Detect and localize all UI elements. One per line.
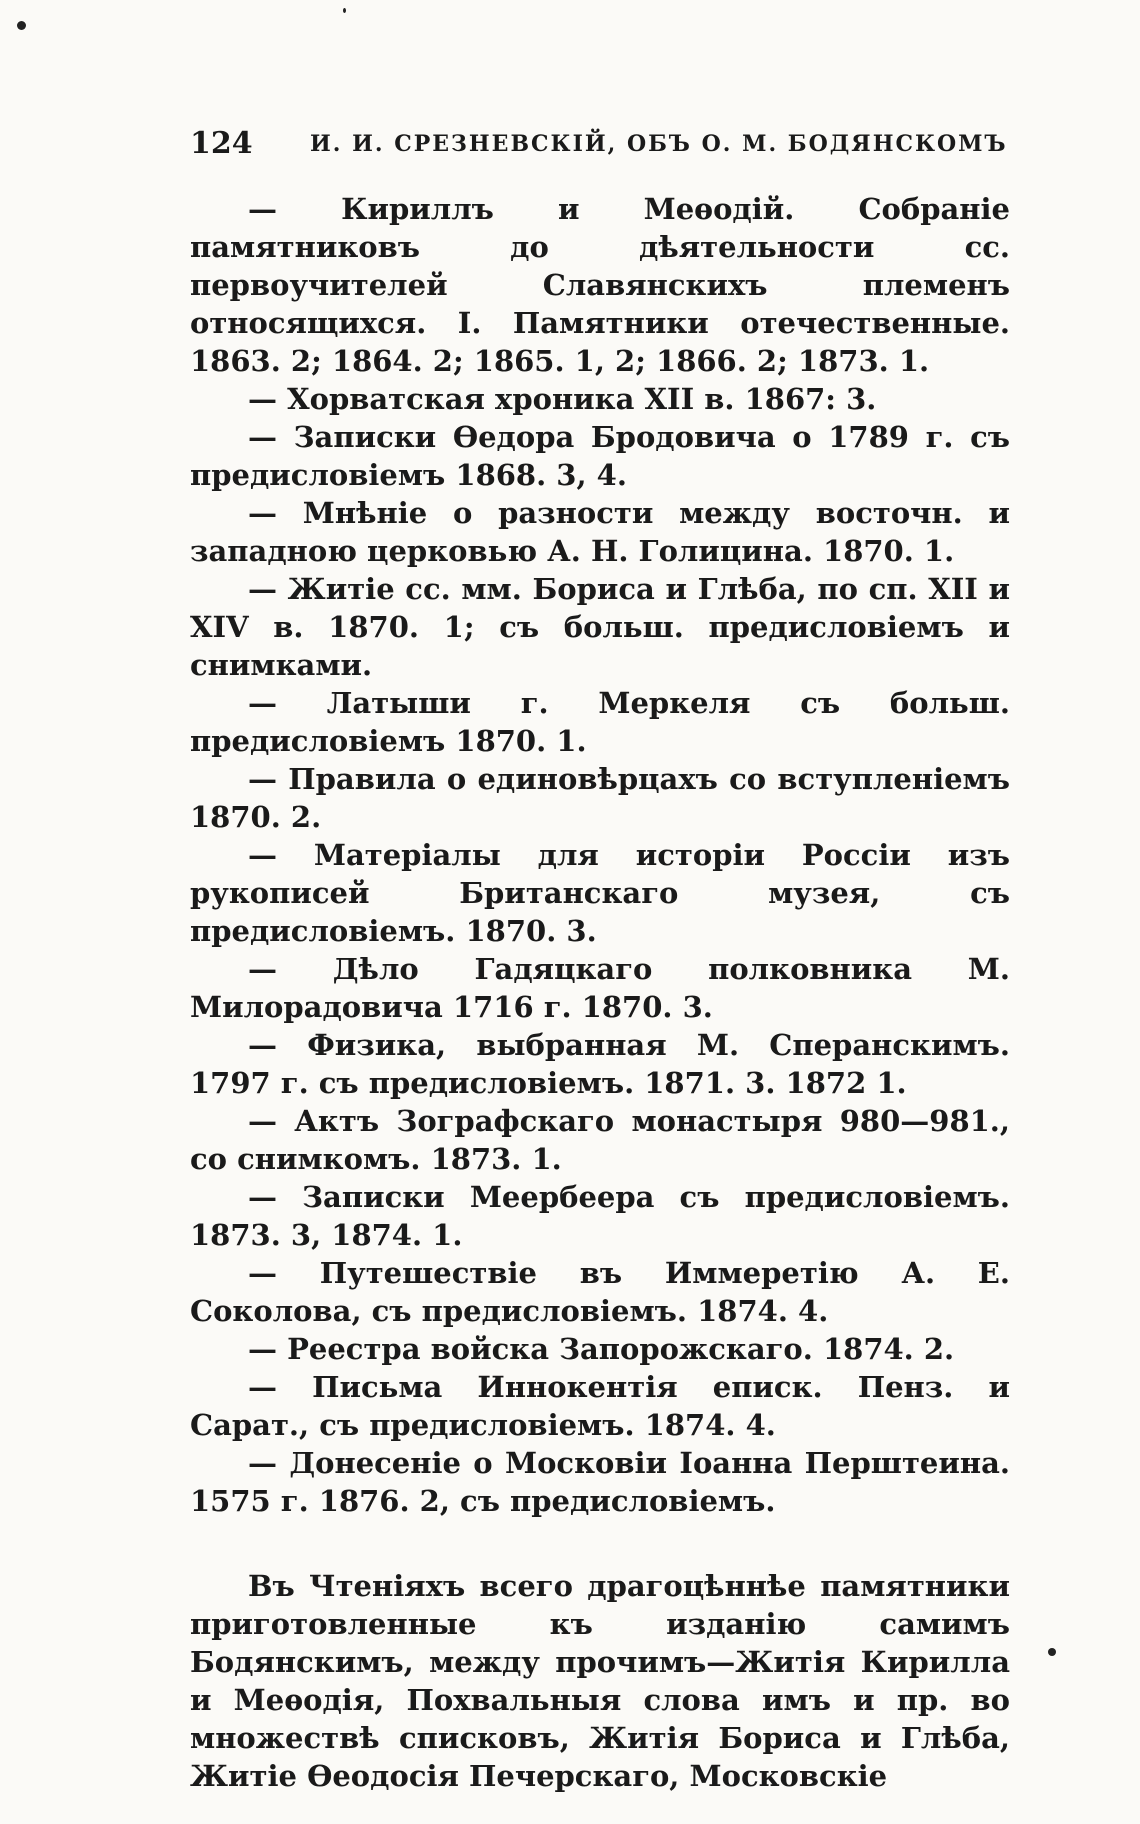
bibliography-entry: — Записки Меербеера съ предисловіемъ. 1873. 3, 1874. 1. [190,1180,1010,1252]
scan-speck [1048,1648,1056,1656]
bibliography-entry: — Записки Ѳедора Бродовича о 1789 г. съ предисловіемъ 1868. 3, 4. [190,420,1010,492]
bibliography-entry: — Матеріалы для исторіи Россіи изъ рукописей Британскаго музея, съ предисловіемъ. 1870. 3. [190,838,1010,948]
scan-speck [343,8,346,13]
bibliography-entry: — Дѣло Гадяцкаго полковника М. Милорадовича 1716 г. 1870. 3. [190,952,1010,1024]
bibliography-entry: — Актъ Зографскаго монастыря 980—981., со снимкомъ. 1873. 1. [190,1104,1010,1176]
bibliography-entry: — Житіе сс. мм. Бориса и Глѣба, по сп. XII и XIV в. 1870. 1; съ больш. предисловіемъ и снимками. [190,572,1010,682]
bibliography-entry: — Мнѣніе о разности между восточн. и западною церковью А. Н. Голицина. 1870. 1. [190,496,1010,568]
bibliography-entry: — Кириллъ и Меѳодій. Собраніе памятниковъ до дѣятельности сс. первоучителей Славянскихъ племенъ относящихся. I. Памятники отечественные. 1863. 2; 1864. 2; 1865. 1, 2; 1866. 2; 1873. 1. [190,192,1010,378]
bibliography-entry: — Письма Иннокентія еписк. Пенз. и Сарат., съ предисловіемъ. 1874. 4. [190,1370,1010,1442]
bibliography-entry: — Правила о единовѣрцахъ со вступленіемъ 1870. 2. [190,762,1010,834]
bibliography-entry: — Латыши г. Меркеля съ больш. предисловіемъ 1870. 1. [190,686,1010,758]
running-title: И. И. СРЕЗНЕВСКІЙ, ОБЪ О. М. БОДЯНСКОМЪ [310,131,1008,157]
scan-speck [17,21,26,30]
closing-paragraph: Въ Чтеніяхъ всего драгоцѣннѣе памятники приготовленные къ изданію самимъ Бодянскимъ, между прочимъ—Житія Кирилла и Меѳодія, Похвальныя слова имъ и пр. во множествѣ списковъ, Житія Бориса и Глѣба, Житіе Ѳеодосія Печерскаго, Московскіе [190,1569,1010,1793]
bibliography-entry: — Путешествіе въ Иммеретію А. Е. Соколова, съ предисловіемъ. 1874. 4. [190,1256,1010,1328]
page-number: 124 [190,126,253,161]
bibliography-entry: — Донесеніе о Московіи Іоанна Перштеина. 1575 г. 1876. 2, съ предисловіемъ. [190,1446,1010,1518]
page-header [190,124,1010,164]
page-body [190,190,1010,1824]
bibliography-entry: — Хорватская хроника XII в. 1867: 3. [248,382,877,416]
bibliography-entry: — Физика, выбранная М. Сперанскимъ. 1797 г. съ предисловіемъ. 1871. 3. 1872 1. [190,1028,1010,1100]
bibliography-entry: — Реестра войска Запорожскаго. 1874. 2. [248,1332,955,1366]
